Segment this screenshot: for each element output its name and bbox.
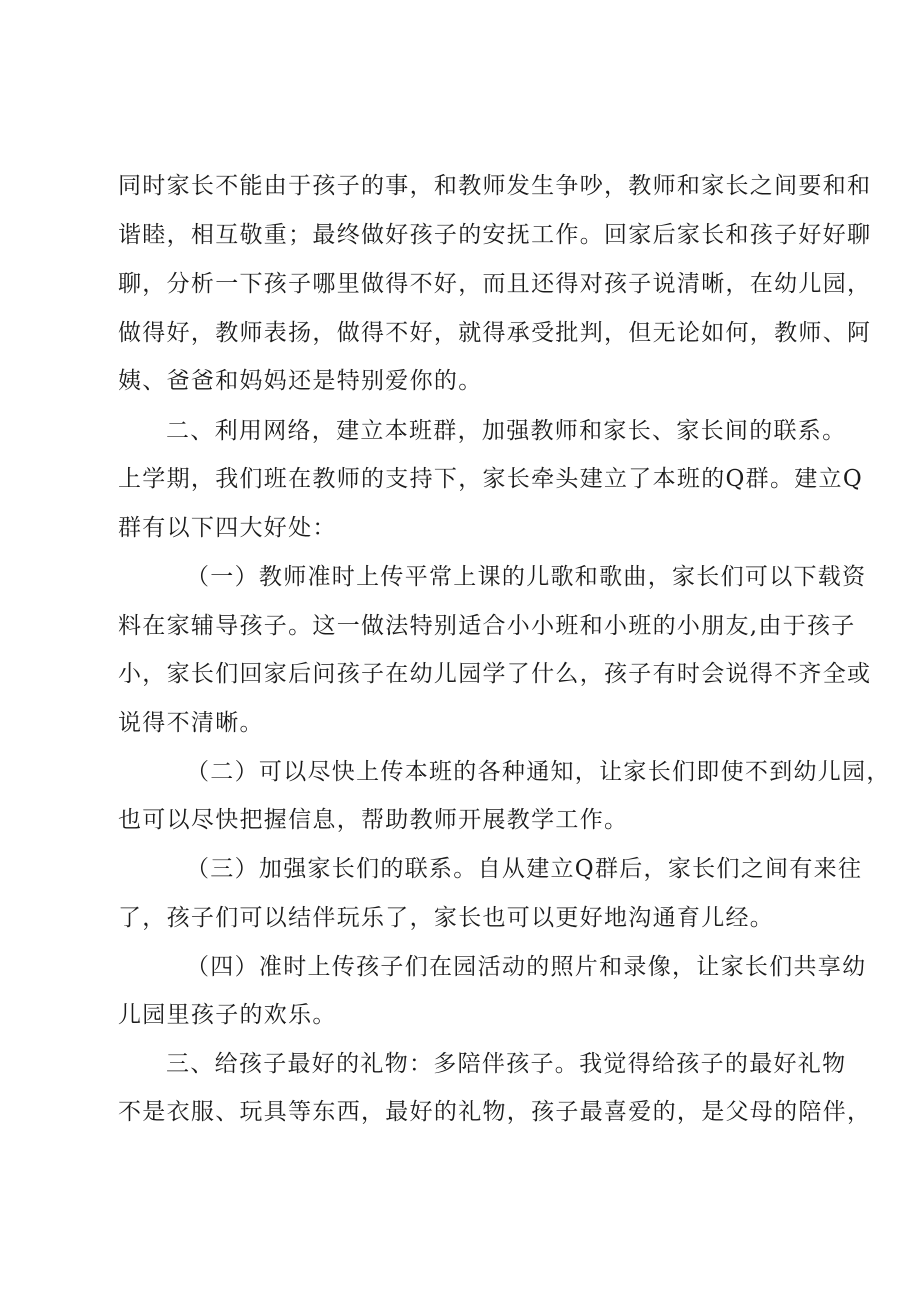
list-item-start: （一）教师准时上传平常上课的儿歌和歌曲，家长们可以下载资	[186, 564, 867, 590]
text-line: 说得不清晰。	[118, 710, 264, 736]
text-line: 谐睦，相互敬重；最终做好孩子的安抚工作。回家后家长和孩子好好聊	[118, 222, 872, 248]
list-item-start: （四）准时上传孩子们在园活动的照片和录像，让家长们共享幼	[186, 954, 867, 980]
text-line: 上学期，我们班在教师的支持下，家长牵头建立了本班的Q群。建立Q	[118, 466, 864, 492]
text-line: 群有以下四大好处：	[118, 515, 337, 541]
text-line: 了，孩子们可以结伴玩乐了，家长也可以更好地沟通育儿经。	[118, 905, 775, 931]
text-line: 不是衣服、玩具等东西，最好的礼物，孩子最喜爱的，是父母的陪伴，	[118, 1099, 872, 1125]
list-item-start: （三）加强家长们的联系。自从建立Q群后，家长们之间有来往	[186, 856, 863, 882]
section-heading: 二、利用网络，建立本班群，加强教师和家长、家长间的联系。	[166, 418, 847, 444]
text-line: 姨、爸爸和妈妈还是特别爱你的。	[118, 368, 483, 394]
text-line: 做得好，教师表扬，做得不好，就得承受批判，但无论如何，教师、阿	[118, 320, 872, 346]
text-line: 也可以尽快把握信息，帮助教师开展教学工作。	[118, 807, 629, 833]
text-line: 同时家长不能由于孩子的事，和教师发生争吵，教师和家长之间要和和	[118, 173, 872, 199]
text-line: 聊，分析一下孩子哪里做得不好，而且还得对孩子说清晰，在幼儿园，	[118, 271, 872, 297]
list-item-start: （二）可以尽快上传本班的各种通知，让家长们即使不到幼儿园，	[186, 759, 891, 785]
text-line: 小，家长们回家后问孩子在幼儿园学了什么，孩子有时会说得不齐全或	[118, 661, 872, 687]
text-line: 料在家辅导孩子。这一做法特别适合小小班和小班的小朋友,由于孩子	[118, 613, 856, 639]
section-heading: 三、给孩子最好的礼物：多陪伴孩子。我觉得给孩子的最好礼物	[166, 1051, 847, 1077]
text-line: 儿园里孩子的欢乐。	[118, 1002, 337, 1028]
